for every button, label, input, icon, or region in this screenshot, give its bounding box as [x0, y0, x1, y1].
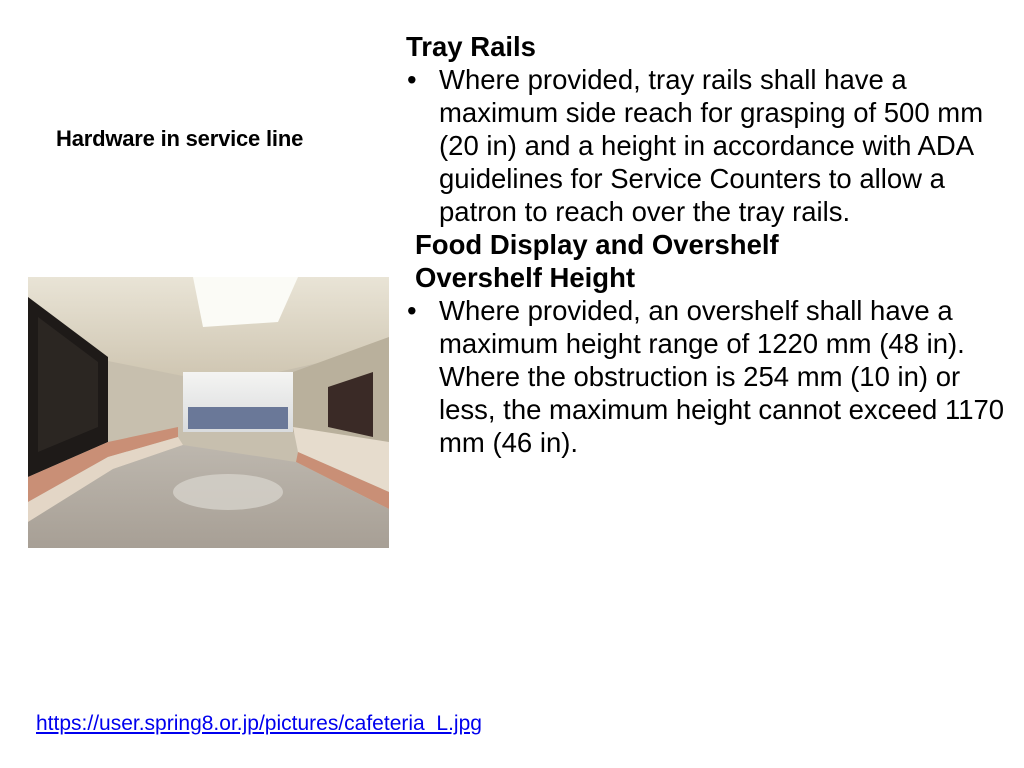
bullet-marker: •	[407, 64, 417, 95]
overshelf-height-text: Where provided, an overshelf shall have a maximum height range of 1220 mm (48 in). Where the obstruction is 254 mm (10 in) or less, the maximum height cannot exceed 1170 mm (46 in).	[439, 295, 1005, 458]
tray-rails-text: Where provided, tray rails shall have a maximum side reach for grasping of 500 mm (20 in) and a height in accordance with ADA guidelines for Service Counters to allow a patron to reach over the tray rails.	[439, 64, 984, 227]
cafeteria-photo	[28, 277, 389, 548]
content-column	[406, 30, 1006, 459]
cafeteria-photo-illustration	[28, 277, 389, 548]
image-source-link[interactable]: https://user.spring8.or.jp/pictures/cafeteria_L.jpg	[36, 712, 482, 735]
overshelf-height-heading: Overshelf Height	[415, 262, 636, 293]
bullet-marker: •	[407, 295, 417, 326]
tray-rails-heading: Tray Rails	[406, 31, 536, 62]
slide-left-title: Hardware in service line	[56, 126, 304, 151]
tray-rails-bullet	[406, 63, 1006, 228]
overshelf-height-bullet	[406, 294, 1006, 459]
food-display-heading: Food Display and Overshelf	[415, 229, 779, 260]
